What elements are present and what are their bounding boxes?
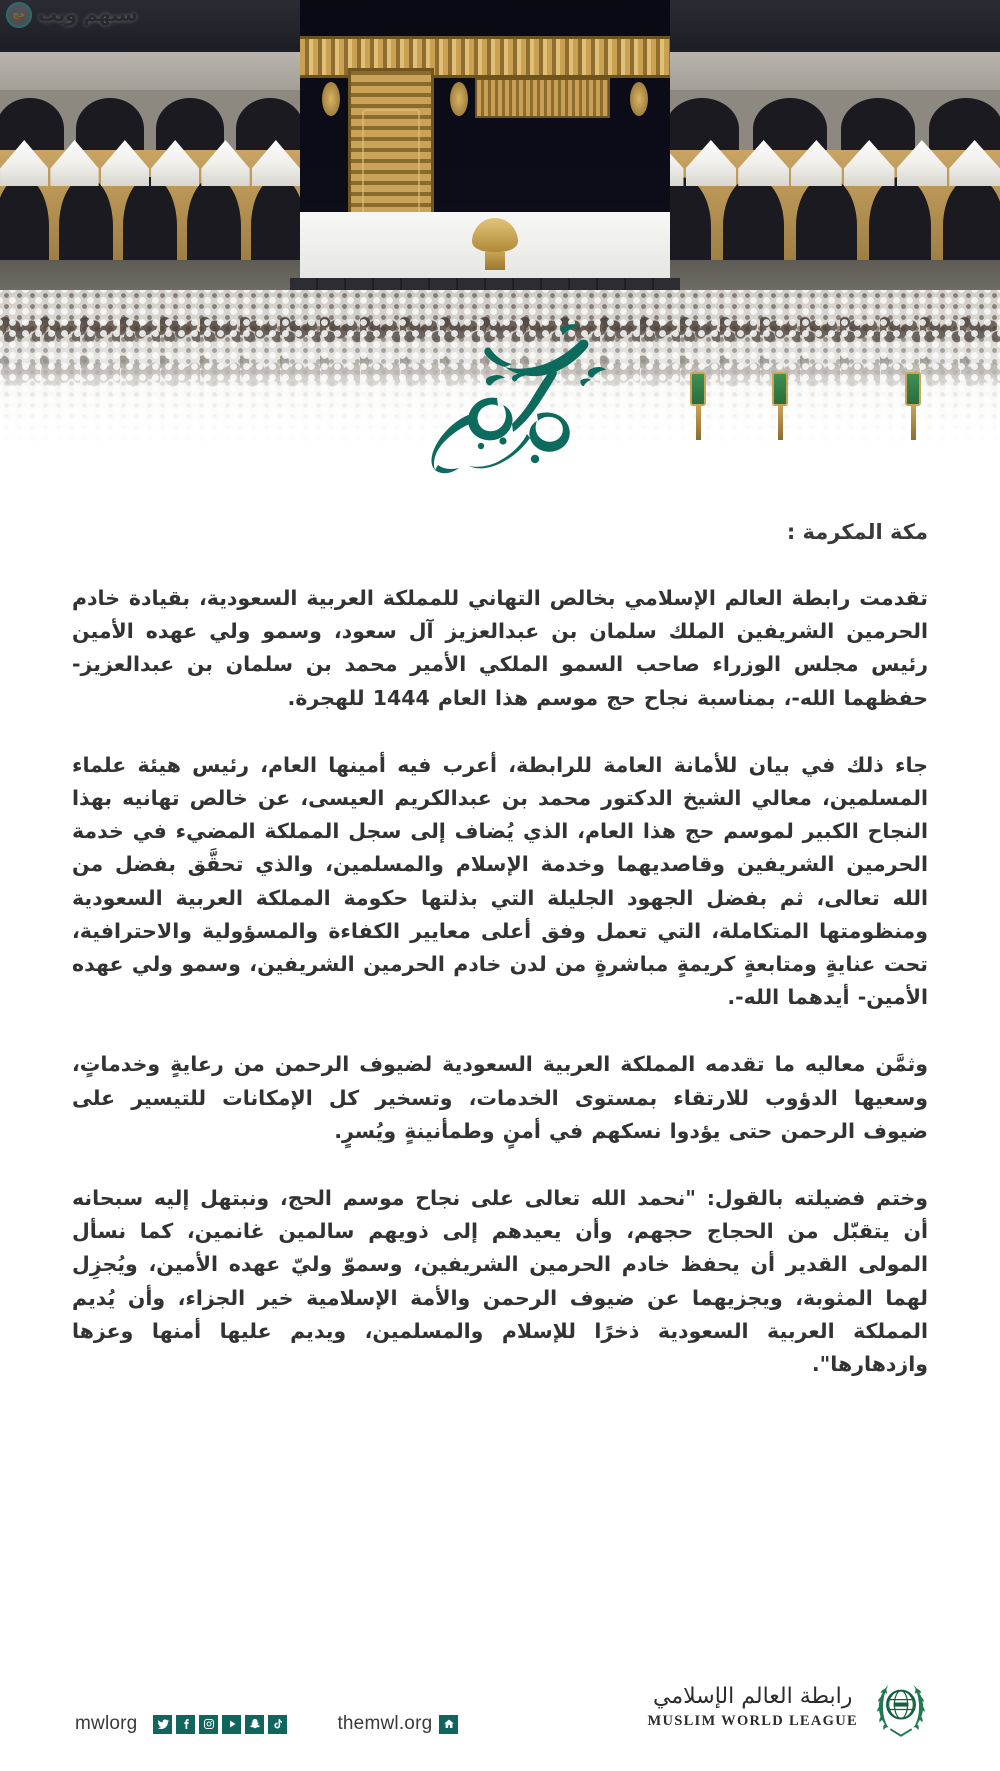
mwl-logo-group [647,1675,930,1739]
maqam-ibrahim-dome [472,218,518,270]
footer-social-group [75,1713,458,1735]
watermark-text: سبهم ويب [38,4,138,26]
merlon [686,140,737,186]
facebook-glyph [180,1718,192,1730]
gold-dome [472,218,518,252]
tiktok-glyph [272,1718,284,1730]
merlon [201,140,249,186]
arcade-band-stone-left [0,52,300,90]
tiktok-icon[interactable] [268,1715,287,1734]
youtube-glyph [226,1718,238,1730]
mwl-name-arabic: رابطة العالم الإسلامي [653,1684,853,1709]
merlon-row-left [0,140,300,186]
watermark-badge-icon [6,2,32,28]
calligraphy-svg [385,318,615,478]
kaaba-medallion [322,82,340,116]
mosque-arcade-left [0,0,300,330]
home-glyph [443,1718,455,1730]
source-watermark [6,2,138,28]
kaaba-gold-plaque [475,78,610,118]
snapchat-icon[interactable] [245,1715,264,1734]
paragraph-1: تقدمت رابطة العالم الإسلامي بخالص التهاني للمملكة العربية السعودية، بقيادة خادم الحرمين الشريفين الملك سلمان بن عبدالعزيز آل سعود، وسمو ولي عهده الأمين رئيس مجلس الوزراء صاحب السمو الملكي الأمير محمد بن سلمان بن عبدالعزيز- حفظهما الله-، بمناسبة نجاح حج موسم هذا العام 1444 للهجرة. [72,586,928,710]
dome-neck [485,252,505,270]
merlon [101,140,149,186]
dateline: مكة المكرمة : [786,520,928,544]
paragraph-3: وثمَّن معاليه ما تقدمه المملكة العربية السعودية لضيوف الرحمن من رعايةٍ وخدماتٍ، وسعيها الدؤوب للارتقاء بمستوى الخدمات، وتسخير كل الإمكانات للتيسير على ضيوف الرحمن حتى يؤدوا نسكهم في أمنٍ وطمأنينةٍ ويُسرٍ. [72,1052,928,1143]
twitter-icon[interactable] [153,1715,172,1734]
instagram-icon[interactable] [199,1715,218,1734]
hajj-mabroor-calligraphy-logo [0,318,1000,478]
footer [0,1621,1000,1771]
merlon [50,140,98,186]
kaaba-medallion [450,82,468,116]
watermark-badge-label: حج [12,10,26,20]
merlon [151,140,199,186]
merlon [949,140,1000,186]
merlon [0,140,48,186]
mwl-emblem-svg [872,1675,930,1739]
snapchat-glyph [249,1718,261,1730]
mwl-name-english: MUSLIM WORLD LEAGUE [647,1713,858,1729]
merlon [252,140,300,186]
facebook-icon[interactable] [176,1715,195,1734]
home-icon[interactable] [439,1715,458,1734]
paragraph-4: وختم فضيلته بالقول: "نحمد الله تعالى على نجاح موسم الحج، ونبتهل إليه سبحانه أن يتقبّل من الحجاج حجهم، وأن يعيدهم إلى ذويهم سالمين غانمين، كما نسأل المولى القدير أن يحفظ خادم الحرمين الشريفين، وسموّ وليّ عهده الأمين، ويُجزِل لهما المثوبة، ويجزيهما عن ضيوف الرحمن والأمة الإسلامية خير الجزاء، وأن يُديم المملكة العربية السعودية ذخرًا للإسلام والمسلمين، ويديم عليها أمنها وعزها وازدهارها". [72,1186,928,1377]
youtube-icon[interactable] [222,1715,241,1734]
paragraph-2: جاء ذلك في بيان للأمانة العامة للرابطة، أعرب فيه أمينها العام، رئيس هيئة علماء المسلمين، معالي الشيخ الدكتور محمد بن عبدالكريم العيسى، عن خالص تهانيه بهذا النجاح الكبير لموسم حج هذا العام، الذي يُضاف إلى سجل المملكة المضيء في خدمة الحرمين الشريفين وقاصديهما وخدمة الإسلام والمسلمين، والذي تحقَّق بفضل من الله تعالى، ثم بفضل الجهود الجليلة التي بذلتها حكومة المملكة العربية السعودية ومنظومتها المتكاملة، التي تعمل وفق أعلى معايير الكفاءة والمسؤولية والاحترافية، تحت عنايةٍ ومتابعةٍ كريمةٍ مباشرةٍ من لدن خادم الحرمين الشريفين، وسمو ولي عهده الأمين- أيدهما الله-. [72,752,928,1010]
twitter-glyph [157,1718,169,1730]
mwl-wordmark [647,1684,858,1730]
merlon [844,140,895,186]
mwl-emblem-icon [872,1675,930,1739]
website-group [337,1713,458,1735]
website-label: themwl.org [337,1713,433,1734]
merlon [791,140,842,186]
merlon [897,140,948,186]
merlon [738,140,789,186]
statement-body [72,520,928,1415]
social-handle: mwlorg [75,1713,138,1734]
kaaba-medallion [630,82,648,116]
social-icon-row [153,1715,287,1734]
instagram-glyph [203,1718,215,1730]
